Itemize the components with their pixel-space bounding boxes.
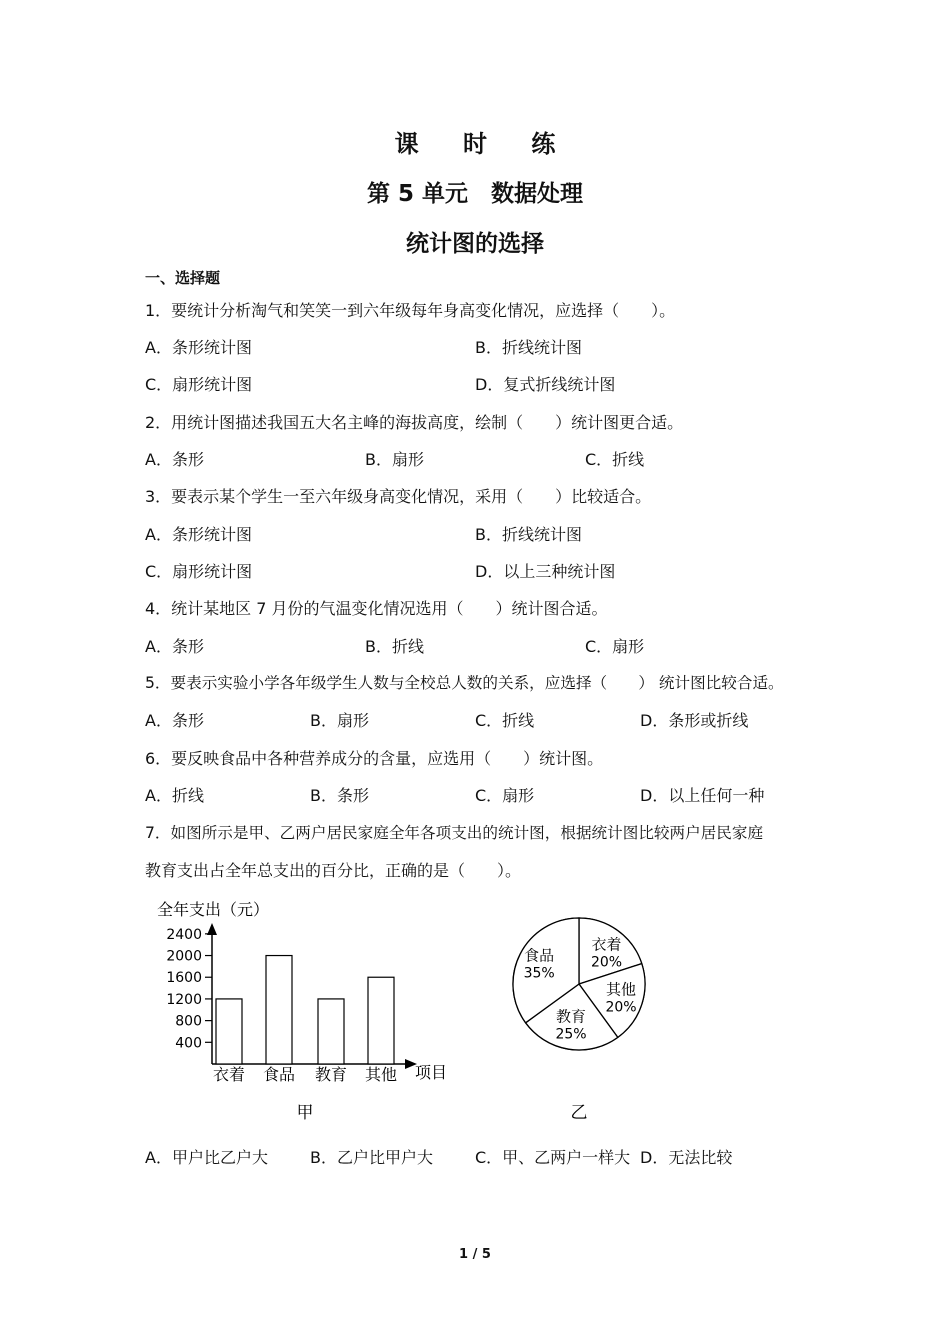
- question-7-stem-line-1: 7．如图所示是甲、乙两户居民家庭全年各项支出的统计图，根据统计图比较两户居民家庭: [145, 824, 764, 842]
- question-7-charts: [145, 893, 665, 1133]
- question-5-option-d: D．条形或折线: [640, 711, 749, 730]
- question-3-option-c: C．扇形统计图: [145, 562, 253, 581]
- question-1-option-b: B．折线统计图: [475, 338, 582, 357]
- question-3-option-b: B．折线统计图: [475, 525, 582, 544]
- question-3-option-d: D．以上三种统计图: [475, 562, 616, 581]
- pie-slice-label-1: 其他: [606, 980, 637, 999]
- bar-0: [216, 999, 242, 1064]
- question-6-option-d: D．以上任何一种: [640, 786, 765, 805]
- question-2-option-b: B．扇形: [365, 450, 424, 469]
- bar-chart-ylabel: 全年支出（元）: [157, 900, 270, 919]
- section-title: 一、选择题: [145, 269, 221, 287]
- pie-chart-caption: 乙: [570, 1103, 588, 1123]
- question-7-option-a: A．甲户比乙户大: [145, 1148, 268, 1167]
- pie-slice-percent-3: 35%: [523, 965, 555, 982]
- question-5-option-b: B．扇形: [310, 711, 369, 730]
- doc-title: 课 时 练: [394, 130, 574, 158]
- question-4-option-b: B．折线: [365, 637, 424, 656]
- pie-slice-label-0: 衣着: [591, 935, 622, 954]
- question-4-stem: 4．统计某地区 7 月份的气温变化情况选用（ ）统计图合适。: [145, 599, 608, 618]
- bar-3: [368, 977, 394, 1064]
- question-7-option-c: C．甲、乙两户一样大: [475, 1148, 631, 1167]
- question-1-option-d: D．复式折线统计图: [475, 375, 616, 394]
- bar-chart-xtick-label-3: 其他: [364, 1065, 398, 1084]
- bar-chart-xtick-label-0: 衣着: [212, 1065, 246, 1084]
- question-5-stem: 5．要表示实验小学各年级学生人数与全校总人数的关系，应选择（ ） 统计图比较合适。: [145, 674, 784, 692]
- bar-chart-xlabel: 项目: [415, 1063, 448, 1082]
- question-7-option-d: D．无法比较: [640, 1148, 733, 1167]
- bar-2: [318, 999, 344, 1064]
- question-1-option-a: A．条形统计图: [145, 338, 252, 357]
- question-6-stem: 6．要反映食品中各种营养成分的含量，应选用（ ）统计图。: [145, 749, 604, 768]
- bar-1: [266, 956, 292, 1064]
- question-1-option-c: C．扇形统计图: [145, 375, 253, 394]
- question-3-option-a: A．条形统计图: [145, 525, 252, 544]
- question-6-option-b: B．条形: [310, 786, 369, 805]
- bar-chart-xtick-label-1: 食品: [262, 1065, 296, 1084]
- page-number: 1 / 5: [459, 1247, 491, 1262]
- bar-chart-ytick-label-3: 1600: [166, 970, 202, 987]
- pie-slice-percent-0: 20%: [590, 954, 623, 971]
- question-2-option-c: C．折线: [585, 450, 645, 469]
- pie-slice-percent-1: 20%: [605, 999, 637, 1016]
- question-4-option-a: A．条形: [145, 637, 204, 656]
- bar-chart-xtick-label-2: 教育: [314, 1065, 348, 1084]
- question-6-option-c: C．扇形: [475, 786, 535, 805]
- question-3-stem: 3．要表示某个学生一至六年级身高变化情况，采用（ ）比较适合。: [145, 487, 652, 506]
- bar-chart-ytick-label-1: 800: [175, 1013, 202, 1030]
- bar-chart-ytick-label-0: 400: [175, 1035, 202, 1052]
- question-5-option-a: A．条形: [145, 711, 204, 730]
- pie-slice-label-3: 食品: [524, 946, 555, 965]
- question-7-stem-line-2: 教育支出占全年总支出的百分比，正确的是（ ）。: [145, 861, 522, 880]
- bar-chart-caption: 甲: [296, 1103, 314, 1123]
- pie-slice-label-2: 教育: [556, 1007, 587, 1026]
- bar-chart-y-arrow: [207, 923, 217, 935]
- question-2-option-a: A．条形: [145, 450, 204, 469]
- question-2-stem: 2．用统计图描述我国五大名主峰的海拔高度，绘制（ ）统计图更合适。: [145, 413, 684, 432]
- question-1-stem: 1．要统计分析淘气和笑笑一到六年级每年身高变化情况，应选择（ ）。: [145, 301, 676, 320]
- pie-slice-percent-2: 25%: [555, 1026, 587, 1043]
- question-5-option-c: C．折线: [475, 711, 535, 730]
- question-4-option-c: C．扇形: [585, 637, 645, 656]
- unit-title: 第 5 单元 数据处理: [366, 181, 584, 207]
- bar-chart-jia: [157, 900, 447, 1123]
- bar-chart-ytick-label-4: 2000: [166, 948, 202, 965]
- pie-chart-yi: [513, 918, 645, 1123]
- bar-chart-ytick-label-2: 1200: [166, 991, 202, 1008]
- lesson-title: 统计图的选择: [406, 231, 544, 257]
- question-6-option-a: A．折线: [145, 786, 204, 805]
- question-7-option-b: B．乙户比甲户大: [310, 1148, 433, 1167]
- bar-chart-ytick-label-5: 2400: [166, 926, 202, 943]
